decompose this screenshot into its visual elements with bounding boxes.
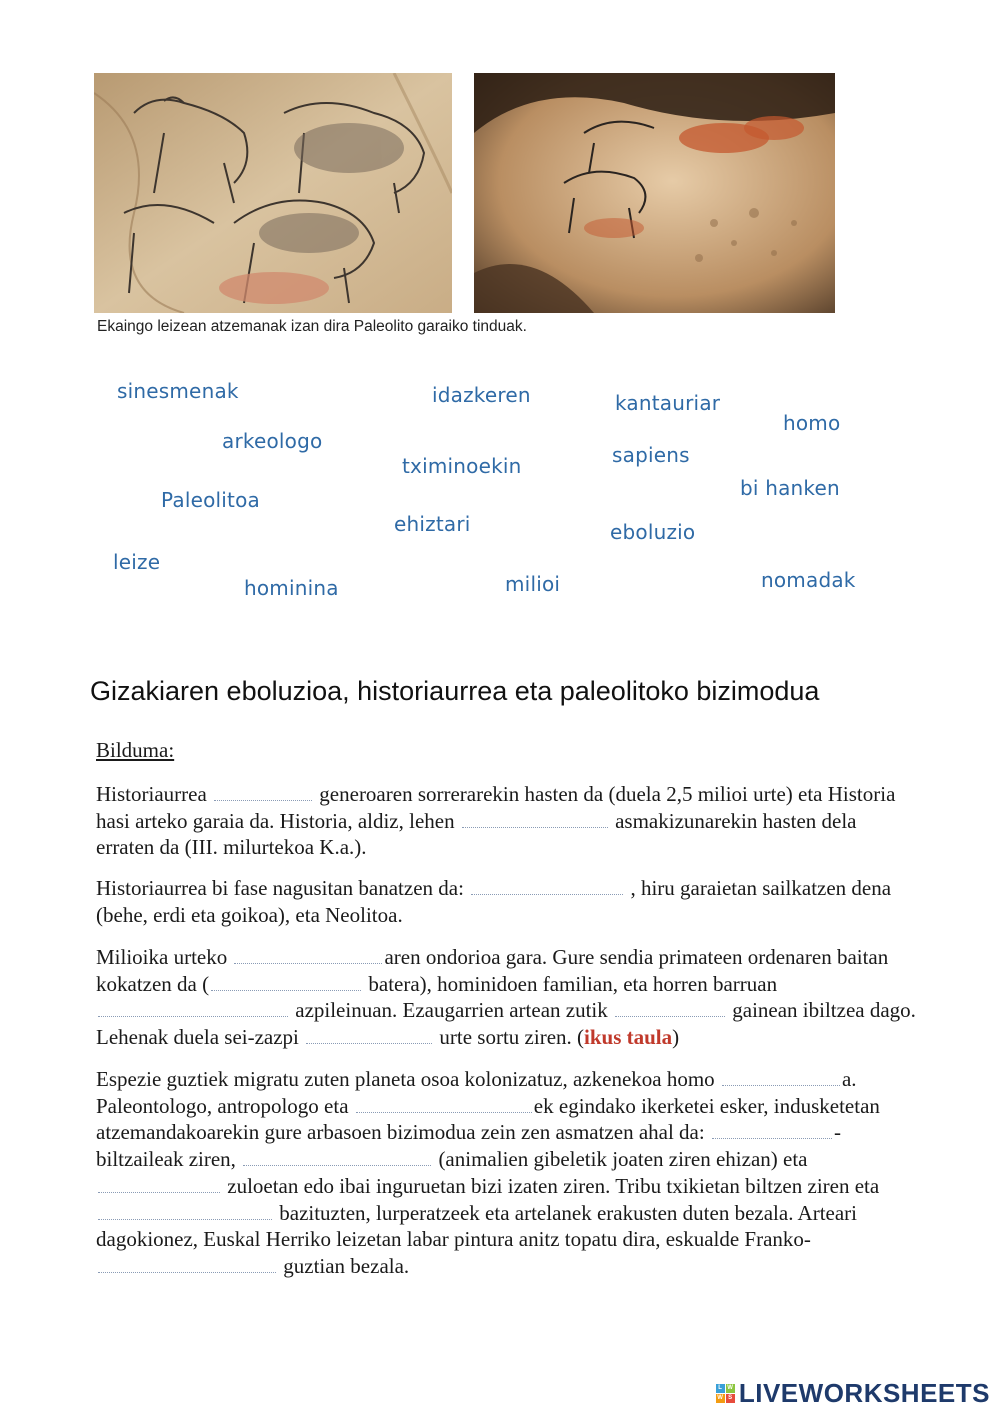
blank-input[interactable]: [243, 1147, 431, 1166]
word-arkeologo[interactable]: arkeologo: [222, 429, 323, 453]
logo-mark-icon: L W W S: [717, 1385, 734, 1401]
word-nomadak[interactable]: nomadak: [761, 568, 856, 592]
paragraph-1: Historiaurrea generoaren sorrerarekin hasten da (duela 2,5 milioi urte) eta Historia hasi arteko garaia da. Historia, aldiz, lehen asmakizunarekin hasten dela erraten da (III. milurtekoa K.a.).: [96, 782, 896, 860]
word-kantauriar[interactable]: kantauriar: [615, 391, 721, 415]
word-hominina[interactable]: hominina: [244, 576, 339, 600]
paragraph-2: Historiaurrea bi fase nagusitan banatzen da: , hiru garaietan sailkatzen dena (behe, erdi eta goikoa), eta Neolitoa.: [96, 876, 892, 927]
blank-input[interactable]: [98, 1201, 272, 1220]
word-bi-hanken[interactable]: bi hanken: [740, 476, 840, 500]
section-heading: Bilduma:: [96, 738, 175, 762]
liveworksheets-logo: L W W S LIVEWORKSHEETS: [717, 1378, 990, 1408]
blank-input[interactable]: [462, 809, 608, 828]
blank-input[interactable]: [98, 1174, 220, 1193]
paragraph-3: Milioika urteko aren ondorioa gara. Gure sendia primateen ordenaren baitan kokatzen da ( batera), hominidoen familian, eta horren barruan azpileinuan. Ezaugarrien artean zutik gainean ibiltzea dago. Lehenak duela sei-zazpi urte sortu ziren. (ikus taula): [96, 945, 916, 1050]
word-homo[interactable]: homo: [783, 411, 841, 435]
word-leize[interactable]: leize: [113, 550, 161, 574]
blank-input[interactable]: [214, 782, 312, 801]
photo-caption: Ekaingo leizean atzemanak izan dira Paleolito garaiko tinduak.: [97, 318, 527, 335]
blank-input[interactable]: [98, 1254, 276, 1273]
blank-input[interactable]: [712, 1120, 832, 1139]
table-reference-link[interactable]: ikus taula: [584, 1025, 673, 1050]
blank-input[interactable]: [615, 998, 725, 1017]
word-milioi[interactable]: milioi: [505, 572, 561, 596]
word-sinesmenak[interactable]: sinesmenak: [117, 379, 239, 403]
word-paleolitoa[interactable]: Paleolitoa: [161, 488, 260, 512]
blank-input[interactable]: [356, 1094, 532, 1113]
word-ehiztari[interactable]: ehiztari: [394, 512, 471, 536]
blank-input[interactable]: [98, 998, 288, 1017]
blank-input[interactable]: [234, 945, 382, 964]
blank-input[interactable]: [471, 876, 623, 895]
paragraph-4: Espezie guztiek migratu zuten planeta osoa kolonizatuz, azkenekoa homo a. Paleontologo, antropologo eta ek egindako ikerketei esker, indusketetan atzemandakoarekin gure arbasoen bizimodua zein zen asmatzen ahal da: -biltzaileak ziren, (animalien gibeletik joaten ziren ehizan) eta zuloetan edo ibai inguruetan bizi izaten ziren. Tribu txikietan biltzen ziren eta bazituzten, lurperatzeek eta artelanek erakusten duten bezala. Arteari dagokionez, Euskal Herriko leizetan labar pintura anitz topatu dira, eskualde Franko- guztian bezala.: [96, 1067, 880, 1278]
word-eboluzio[interactable]: eboluzio: [610, 520, 696, 544]
word-sapiens[interactable]: sapiens: [612, 443, 690, 467]
cave-painting-photo-1: [94, 73, 452, 313]
word-tximinoekin[interactable]: tximinoekin: [402, 454, 522, 478]
blank-input[interactable]: [722, 1067, 840, 1086]
page-title: Gizakiaren eboluzioa, historiaurrea eta paleolitoko bizimodua: [90, 676, 820, 706]
blank-input[interactable]: [306, 1025, 432, 1044]
word-idazkeren[interactable]: idazkeren: [432, 383, 531, 407]
blank-input[interactable]: [211, 972, 361, 991]
cave-painting-photo-2: [474, 73, 835, 313]
